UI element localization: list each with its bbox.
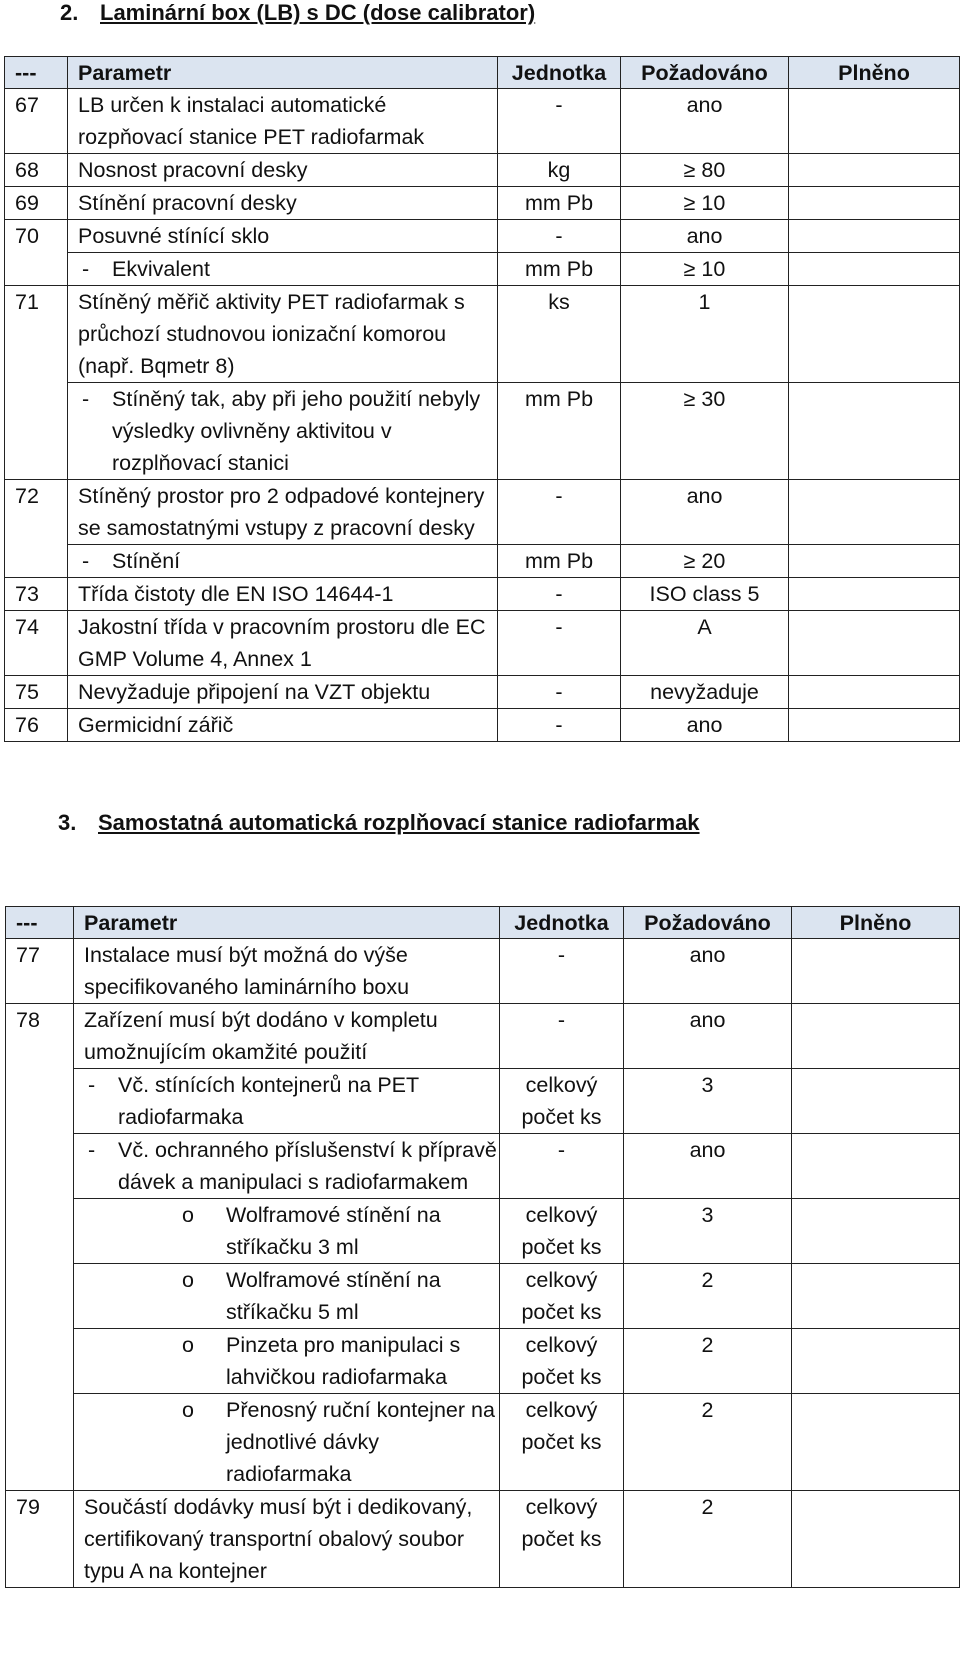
param-text: Ekvivalent	[112, 257, 210, 281]
sub-item	[78, 383, 497, 479]
sub-item	[84, 1069, 499, 1133]
row-id	[5, 253, 68, 286]
row-param	[74, 1199, 500, 1264]
row-param	[74, 1329, 500, 1394]
row-param	[68, 676, 498, 709]
param-text: Stínění	[112, 549, 181, 573]
table-row	[6, 1004, 960, 1069]
table-header-row	[6, 907, 960, 939]
row-param	[74, 1004, 500, 1069]
row-param	[68, 253, 498, 286]
param-text: Stínění pracovní desky	[78, 191, 297, 215]
param-text: Stíněný prostor pro 2 odpadové kontejnery se samostatnými vstupy z pracovní desky	[78, 484, 485, 540]
row-met	[792, 1491, 960, 1588]
row-met	[789, 187, 960, 220]
row-met	[792, 1199, 960, 1264]
row-met	[792, 1069, 960, 1134]
sub-item	[78, 253, 497, 285]
table-row	[6, 1134, 960, 1199]
row-id: 77	[6, 939, 74, 1004]
row-id	[6, 1394, 74, 1491]
row-required: ano	[624, 1134, 792, 1199]
row-met	[789, 709, 960, 742]
row-unit: mm Pb	[498, 253, 621, 286]
row-unit: mm Pb	[498, 383, 621, 480]
table-row	[5, 545, 960, 578]
row-required: ≥ 10	[621, 187, 789, 220]
row-required: ≥ 20	[621, 545, 789, 578]
row-param	[68, 578, 498, 611]
table-row	[5, 89, 960, 154]
row-unit: celkový počet ks	[500, 1394, 624, 1491]
row-met	[789, 286, 960, 383]
row-required: 2	[624, 1264, 792, 1329]
row-param	[74, 1394, 500, 1491]
row-unit: -	[500, 1134, 624, 1199]
bullet-circle: o	[182, 1398, 194, 1422]
param-text: LB určen k instalaci automatické rozpňovací stanice PET radiofarmak	[78, 93, 425, 149]
row-unit: -	[498, 480, 621, 545]
row-id: 69	[5, 187, 68, 220]
row-required: ano	[624, 939, 792, 1004]
param-text: Stíněný měřič aktivity PET radiofarmak s průchozí studnovou ionizační komorou (např. Bqmetr 8)	[78, 290, 465, 378]
row-id: 68	[5, 154, 68, 187]
row-id	[5, 545, 68, 578]
sub-sub-item	[84, 1394, 499, 1490]
sub-sub-item	[84, 1199, 499, 1263]
header-unit: Jednotka	[500, 907, 624, 939]
row-param	[68, 220, 498, 253]
bullet-dash: -	[88, 1073, 96, 1097]
row-unit: mm Pb	[498, 545, 621, 578]
row-required: ≥ 30	[621, 383, 789, 480]
row-id: 73	[5, 578, 68, 611]
row-unit: mm Pb	[498, 187, 621, 220]
row-unit: -	[498, 611, 621, 676]
table-row	[6, 1329, 960, 1394]
row-id: 78	[6, 1004, 74, 1069]
sub-sub-item	[84, 1264, 499, 1328]
row-unit: celkový počet ks	[500, 1264, 624, 1329]
table-row	[5, 154, 960, 187]
row-met	[789, 89, 960, 154]
table-row	[6, 939, 960, 1004]
row-unit: -	[498, 578, 621, 611]
param-text: Nosnost pracovní desky	[78, 158, 308, 182]
header-unit: Jednotka	[498, 57, 621, 89]
header-param: Parametr	[74, 907, 500, 939]
row-id: 70	[5, 220, 68, 253]
table-row	[6, 1491, 960, 1588]
row-id: 79	[6, 1491, 74, 1588]
row-met	[789, 253, 960, 286]
row-required: ano	[624, 1004, 792, 1069]
row-met	[789, 545, 960, 578]
row-unit: -	[500, 939, 624, 1004]
row-required: 2	[624, 1491, 792, 1588]
section-title-text: Laminární box (LB) s DC (dose calibrator)	[100, 0, 536, 25]
row-met	[789, 676, 960, 709]
param-text: Součástí dodávky musí být i dedikovaný, certifikovaný transportní obalový soubor typu A na kontejner	[84, 1495, 473, 1583]
sub-sub-item	[84, 1329, 499, 1393]
row-id: 74	[5, 611, 68, 676]
row-met	[789, 154, 960, 187]
row-id	[6, 1329, 74, 1394]
row-id: 71	[5, 286, 68, 383]
row-id: 72	[5, 480, 68, 545]
param-text: Wolframové stínění na stříkačku 5 ml	[226, 1268, 441, 1324]
param-text: Přenosný ruční kontejner na jednotlivé dávky radiofarmaka	[226, 1398, 495, 1486]
section-2-title	[60, 0, 535, 26]
row-param	[68, 480, 498, 545]
row-required: ano	[621, 89, 789, 154]
row-required: 3	[624, 1199, 792, 1264]
row-required: ≥ 80	[621, 154, 789, 187]
table-row	[5, 187, 960, 220]
bullet-circle: o	[182, 1203, 194, 1227]
row-param	[68, 611, 498, 676]
row-id	[6, 1264, 74, 1329]
row-required: ISO class 5	[621, 578, 789, 611]
row-unit: celkový počet ks	[500, 1491, 624, 1588]
param-text: Posuvné stínící sklo	[78, 224, 270, 248]
param-text: Nevyžaduje připojení na VZT objektu	[78, 680, 431, 704]
table-row	[6, 1069, 960, 1134]
header-id: ---	[6, 907, 74, 939]
table-row	[5, 253, 960, 286]
section-title-text: Samostatná automatická rozplňovací stanice radiofarmak	[98, 810, 700, 835]
row-id	[6, 1199, 74, 1264]
table-row	[5, 286, 960, 383]
param-text: Stíněný tak, aby při jeho použití nebyly výsledky ovlivněny aktivitou v rozplňovací stanici	[112, 387, 481, 475]
row-met	[792, 1134, 960, 1199]
param-text: Wolframové stínění na stříkačku 3 ml	[226, 1203, 441, 1259]
row-met	[789, 480, 960, 545]
bullet-circle: o	[182, 1268, 194, 1292]
bullet-dash: -	[82, 257, 90, 281]
header-required: Požadováno	[624, 907, 792, 939]
row-param	[68, 545, 498, 578]
parameters-table-section-2	[4, 56, 960, 742]
table-row	[5, 480, 960, 545]
header-met: Plněno	[789, 57, 960, 89]
row-unit: ks	[498, 286, 621, 383]
row-required: A	[621, 611, 789, 676]
row-required: 3	[624, 1069, 792, 1134]
row-required: 2	[624, 1394, 792, 1491]
row-param	[68, 709, 498, 742]
row-id	[5, 383, 68, 480]
parameters-table-section-3	[5, 906, 960, 1588]
row-required: 1	[621, 286, 789, 383]
param-text: Třída čistoty dle EN ISO 14644-1	[78, 582, 394, 606]
row-param	[68, 286, 498, 383]
row-required: ano	[621, 480, 789, 545]
row-required: nevyžaduje	[621, 676, 789, 709]
sub-item	[78, 545, 497, 577]
param-text: Vč. stínících kontejnerů na PET radiofarmaka	[118, 1073, 419, 1129]
table-row	[5, 383, 960, 480]
table-row	[6, 1394, 960, 1491]
param-text: Instalace musí být možná do výše specifikovaného laminárního boxu	[84, 943, 410, 999]
row-unit: -	[498, 676, 621, 709]
section-3-title	[58, 810, 700, 836]
table-row	[6, 1264, 960, 1329]
table-row	[5, 676, 960, 709]
bullet-dash: -	[88, 1138, 96, 1162]
table-row	[5, 578, 960, 611]
sub-item	[84, 1134, 499, 1198]
header-id: ---	[5, 57, 68, 89]
row-required: ≥ 10	[621, 253, 789, 286]
row-met	[792, 1329, 960, 1394]
table-row	[5, 220, 960, 253]
row-param	[74, 1491, 500, 1588]
row-param	[68, 154, 498, 187]
row-met	[792, 1394, 960, 1491]
row-param	[68, 89, 498, 154]
row-id: 67	[5, 89, 68, 154]
row-id	[6, 1134, 74, 1199]
row-met	[789, 383, 960, 480]
param-text: Jakostní třída v pracovním prostoru dle EC GMP Volume 4, Annex 1	[78, 615, 486, 671]
row-unit: celkový počet ks	[500, 1329, 624, 1394]
table-row	[6, 1199, 960, 1264]
header-param: Parametr	[68, 57, 498, 89]
row-required: 2	[624, 1329, 792, 1394]
row-unit: -	[500, 1004, 624, 1069]
row-param	[74, 1069, 500, 1134]
row-met	[792, 1004, 960, 1069]
param-text: Zařízení musí být dodáno v kompletu umožnujícím okamžité použití	[84, 1008, 438, 1064]
section-number: 2.	[60, 0, 79, 25]
bullet-dash: -	[82, 549, 90, 573]
section-number: 3.	[58, 810, 77, 835]
table-header-row	[5, 57, 960, 89]
row-unit: -	[498, 709, 621, 742]
table-row	[5, 611, 960, 676]
row-id: 76	[5, 709, 68, 742]
row-unit: -	[498, 220, 621, 253]
row-param	[68, 187, 498, 220]
header-met: Plněno	[792, 907, 960, 939]
bullet-dash: -	[82, 387, 90, 411]
row-id: 75	[5, 676, 68, 709]
row-unit: -	[498, 89, 621, 154]
row-unit: celkový počet ks	[500, 1069, 624, 1134]
row-met	[789, 578, 960, 611]
row-id	[6, 1069, 74, 1134]
bullet-circle: o	[182, 1333, 194, 1357]
row-met	[792, 1264, 960, 1329]
param-text: Vč. ochranného příslušenství k přípravě dávek a manipulaci s radiofarmakem	[118, 1138, 497, 1194]
param-text: Germicidní zářič	[78, 713, 234, 737]
row-param	[74, 1134, 500, 1199]
row-met	[792, 939, 960, 1004]
row-unit: kg	[498, 154, 621, 187]
row-met	[789, 220, 960, 253]
param-text: Pinzeta pro manipulaci s lahvičkou radiofarmaka	[226, 1333, 461, 1389]
row-required: ano	[621, 709, 789, 742]
row-met	[789, 611, 960, 676]
row-param	[68, 383, 498, 480]
row-required: ano	[621, 220, 789, 253]
row-unit: celkový počet ks	[500, 1199, 624, 1264]
row-param	[74, 939, 500, 1004]
row-param	[74, 1264, 500, 1329]
header-required: Požadováno	[621, 57, 789, 89]
table-row	[5, 709, 960, 742]
